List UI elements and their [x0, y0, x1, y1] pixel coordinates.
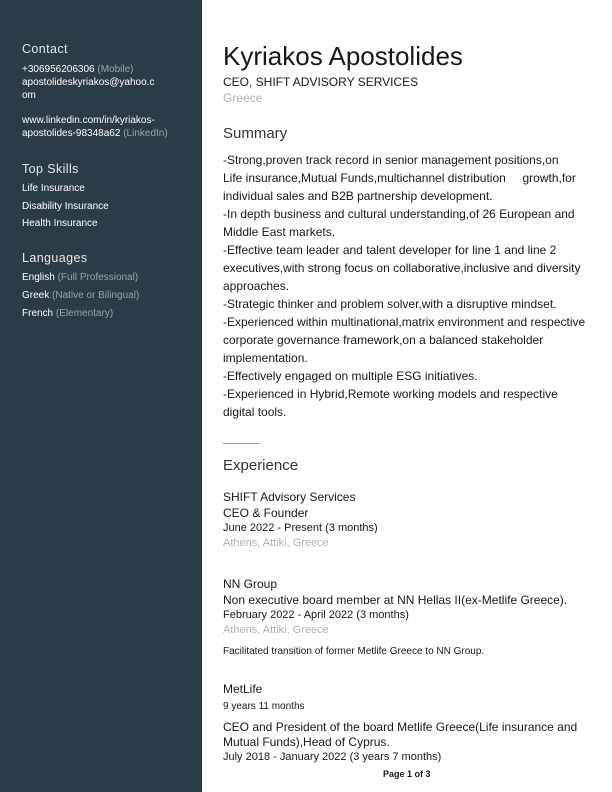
languages-heading: Languages: [22, 251, 88, 265]
headline: CEO, SHIFT ADVISORY SERVICES: [223, 75, 419, 89]
sidebar: [0, 0, 202, 792]
linkedin-url[interactable]: apostolides-98348a62: [22, 128, 121, 139]
summary-line: implementation.: [223, 351, 308, 365]
job-dates: February 2022 - April 2022 (3 months): [223, 609, 409, 621]
linkedin-link-cont[interactable]: [22, 128, 168, 139]
summary-line: Middle East markets.: [223, 225, 336, 239]
summary-line: -Experienced within multinational,matrix environment and respective: [223, 315, 586, 329]
summary-line: approaches.: [223, 279, 290, 293]
page-number: Page 1 of 3: [383, 769, 431, 779]
language-item: [22, 290, 139, 301]
language-level: (Native or Bilingual): [52, 290, 140, 301]
language-item: [22, 308, 113, 319]
language-name: French: [22, 308, 54, 319]
language-level: (Full Professional): [57, 272, 139, 283]
summary-line: -Effectively engaged on multiple ESG initiatives.: [223, 369, 478, 383]
skill-item: Life Insurance: [22, 183, 85, 194]
summary-text: [223, 151, 585, 421]
skill-item: Disability Insurance: [22, 201, 109, 212]
company-name: NN Group: [223, 577, 278, 591]
company-name: MetLife: [223, 682, 263, 696]
summary-line: executives,with strong focus on collaborative,inclusive and diversity: [223, 261, 581, 275]
language-name: English: [22, 272, 55, 283]
job-title: CEO and President of the board Metlife Greece(Life insurance and: [223, 720, 578, 734]
summary-heading: Summary: [223, 125, 288, 142]
company-name: SHIFT Advisory Services: [223, 490, 356, 504]
linkedin-type: (LinkedIn): [123, 128, 168, 139]
candidate-name: Kyriakos Apostolides: [223, 41, 463, 71]
tenure: 9 years 11 months: [223, 701, 305, 712]
language-name: Greek: [22, 290, 50, 301]
contact-heading: Contact: [22, 42, 68, 56]
summary-line: -In depth business and cultural understanding,of 26 European and: [223, 207, 575, 221]
job-title-cont: Mutual Funds),Head of Cyprus.: [223, 735, 390, 749]
email-link-cont[interactable]: om: [22, 90, 36, 101]
experience-heading: Experience: [223, 457, 299, 474]
section-divider: [223, 443, 260, 444]
summary-line: -Strong,proven track record in senior management positions,on: [223, 153, 559, 167]
job-title: CEO & Founder: [223, 506, 309, 520]
linkedin-link[interactable]: www.linkedin.com/in/kyriakos-: [22, 115, 155, 126]
job-title: Non executive board member at NN Hellas II(ex-Metlife Greece).: [223, 593, 568, 607]
language-level: (Elementary): [55, 308, 114, 319]
email-link[interactable]: apostolideskyriakos@yahoo.c: [22, 77, 155, 88]
summary-line: -Strategic thinker and problem solver,with a disruptive mindset.: [223, 297, 557, 311]
phone: [22, 64, 133, 75]
summary-line: digital tools.: [223, 405, 287, 419]
job-dates: June 2022 - Present (3 months): [223, 522, 378, 534]
job-location: Athens, Attiki, Greece: [223, 537, 329, 549]
job-location: Athens, Attiki, Greece: [223, 624, 329, 636]
summary-line: Life insurance,Mutual Funds,multichannel distribution growth,for: [223, 171, 576, 185]
phone-type: (Mobile): [97, 64, 134, 75]
location: Greece: [223, 91, 263, 105]
summary-line: corporate governance framework,on a balanced stakeholder: [223, 333, 544, 347]
summary-line: -Effective team leader and talent developer for line 1 and line 2: [223, 243, 557, 257]
job-dates: July 2018 - January 2022 (3 years 7 months): [223, 751, 442, 763]
skill-item: Health Insurance: [22, 218, 98, 229]
summary-line: individual sales and B2B partnership development.: [223, 189, 493, 203]
phone-number: +306956206306: [22, 64, 95, 75]
summary-line: -Experienced in Hybrid,Remote working models and respective: [223, 387, 558, 401]
skills-heading: Top Skills: [22, 162, 79, 176]
language-item: [22, 272, 138, 283]
job-description: Facilitated transition of former Metlife Greece to NN Group.: [223, 646, 485, 657]
